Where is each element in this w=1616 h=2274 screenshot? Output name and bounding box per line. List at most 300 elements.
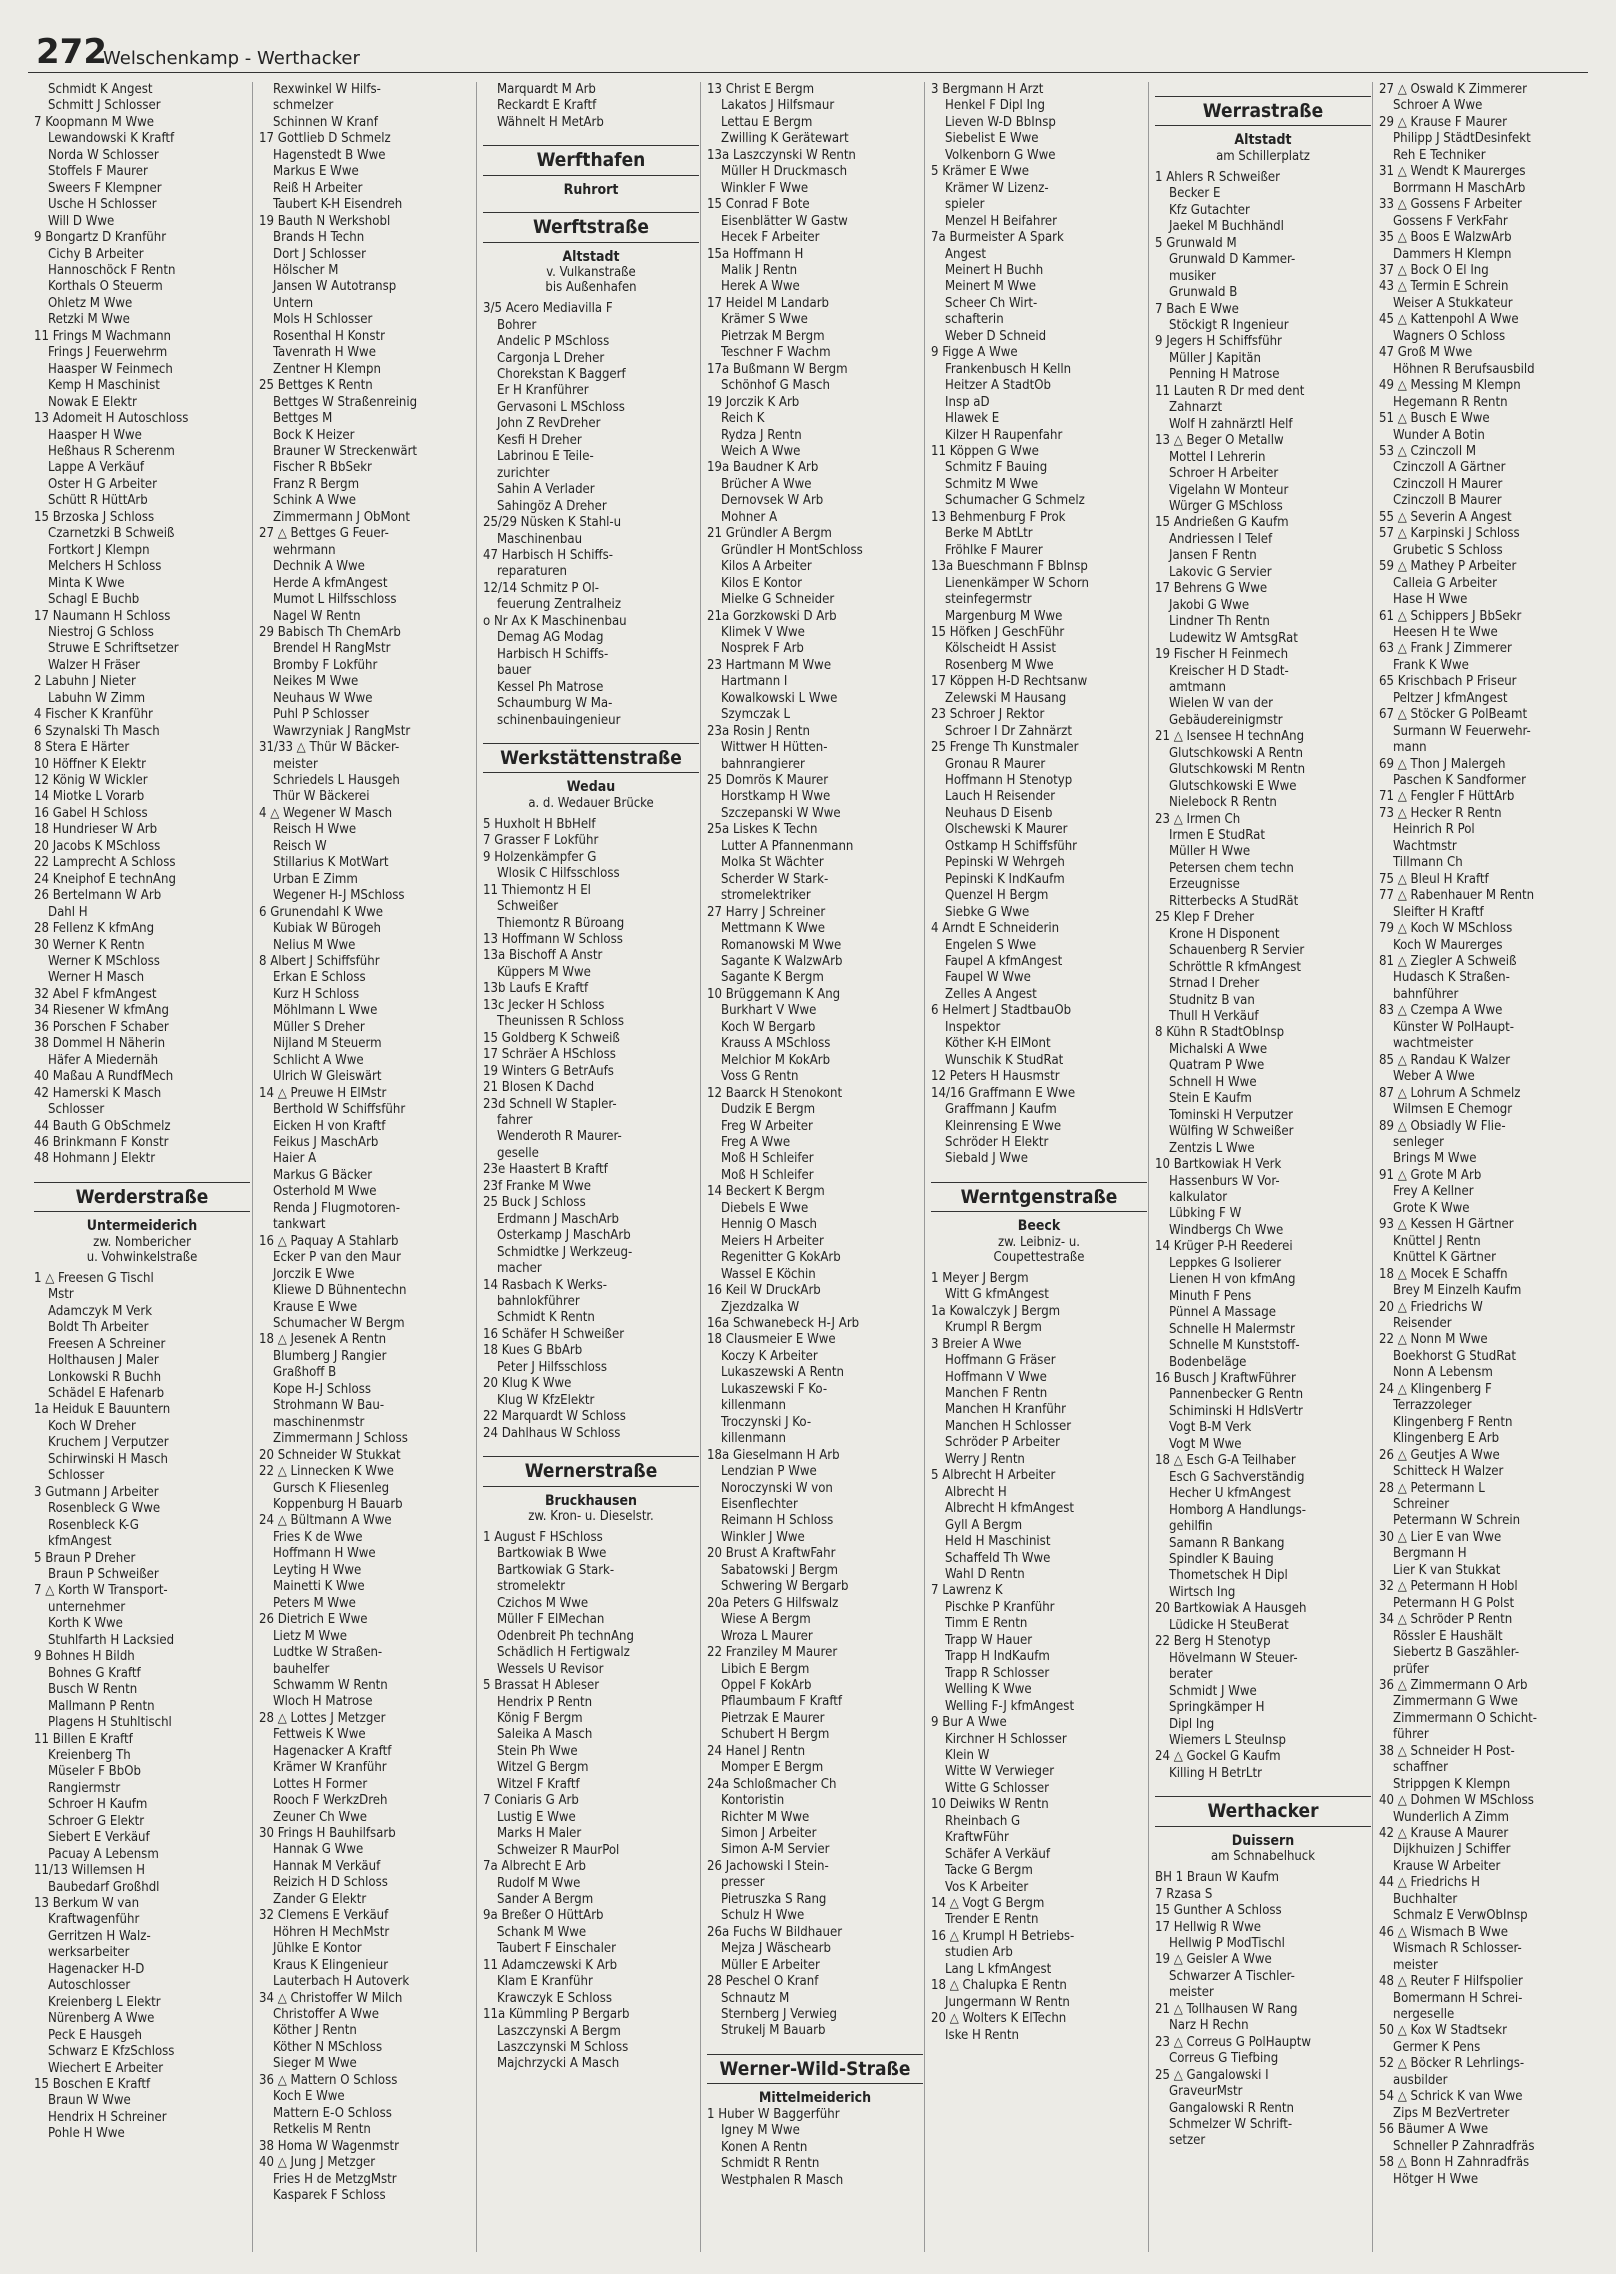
resident-entry: Pacuay A Lebensm bbox=[48, 1846, 159, 1862]
resident-entry: Kubiak W Bürogeh bbox=[273, 921, 381, 937]
resident-entry: 18 Clausmeier E Wwe bbox=[707, 1332, 836, 1348]
resident-entry: 49 △ Messing M Klempn bbox=[1379, 378, 1521, 394]
resident-entry: Rössler E Haushält bbox=[1393, 1628, 1503, 1644]
resident-entry: 11 Lauten R Dr med dent bbox=[1155, 383, 1305, 399]
resident-entry: 17 Gottlieb D Schmelz bbox=[259, 131, 391, 147]
resident-entry: Krause E Wwe bbox=[273, 1299, 358, 1315]
resident-entry: 11 Adamczewski K Arb bbox=[483, 1957, 618, 1973]
resident-entry: Inspektor bbox=[945, 1019, 1001, 1035]
resident-entry: Schäfer A Verkäuf bbox=[945, 1846, 1050, 1862]
resident-entry: Diebels E Wwe bbox=[721, 1200, 809, 1216]
resident-entry: 51 △ Busch E Wwe bbox=[1379, 411, 1490, 427]
resident-entry: Krause W Arbeiter bbox=[1393, 1858, 1501, 1874]
street-heading: Werntgenstraße bbox=[931, 1182, 1147, 1212]
resident-entry: Bohrer bbox=[497, 317, 537, 333]
resident-entry: Dahl H bbox=[48, 904, 88, 920]
resident-entry: Regenitter G KokArb bbox=[721, 1250, 841, 1266]
resident-entry: Schwarz E KfzSchloss bbox=[48, 2044, 175, 2060]
resident-entry: 8 Stera E Härter bbox=[34, 740, 130, 756]
resident-entry: 14 Rasbach K Werks- bbox=[483, 1277, 608, 1293]
resident-entry: Lewandowski K Kraftf bbox=[48, 131, 175, 147]
resident-entry: Wegener H-J MSchloss bbox=[273, 888, 405, 904]
district-name: Untermeiderich bbox=[86, 1218, 198, 1235]
resident-entry: 1a Heiduk E Bauuntern bbox=[34, 1402, 171, 1418]
resident-entry: 23 Hartmann M Wwe bbox=[707, 657, 832, 673]
resident-entry: Labuhn W Zimm bbox=[48, 690, 146, 706]
resident-entry: Krauss A MSchloss bbox=[721, 1036, 831, 1052]
resident-entry: Labrinou E Teile- bbox=[497, 449, 594, 465]
resident-entry: Frings J Feuerwehrm bbox=[48, 345, 168, 361]
resident-entry: Moß H Schleifer bbox=[721, 1151, 814, 1167]
resident-entry: Dechnik A Wwe bbox=[273, 559, 365, 575]
resident-entry: Boekhorst G StudRat bbox=[1393, 1348, 1517, 1364]
resident-entry: Mallmann P Rentn bbox=[48, 1698, 155, 1714]
resident-entry: Sternberg J Verwieg bbox=[721, 2007, 837, 2023]
resident-entry: Schaumburg W Ma- bbox=[497, 696, 613, 712]
resident-entry: Schnell H Wwe bbox=[1169, 1074, 1257, 1090]
resident-entry: mann bbox=[1393, 740, 1427, 756]
resident-entry: Troczynski J Ko- bbox=[721, 1414, 812, 1430]
resident-entry: Strukelj M Bauarb bbox=[721, 2023, 826, 2039]
resident-entry: 3 Gutmann J Arbeiter bbox=[34, 1484, 159, 1500]
resident-entry: Sander A Bergm bbox=[497, 1891, 594, 1907]
resident-entry: Lottes H Former bbox=[273, 1776, 368, 1792]
resident-entry: Konen A Rentn bbox=[721, 2139, 808, 2155]
resident-entry: 25 Bettges K Rentn bbox=[259, 378, 373, 394]
resident-entry: Bohnes G Kraftf bbox=[48, 1665, 141, 1681]
resident-entry: 7 △ Korth W Transport- bbox=[34, 1583, 168, 1599]
resident-entry: 9 Holzenkämpfer G bbox=[483, 849, 597, 865]
district-name: Bruckhausen bbox=[544, 1492, 638, 1509]
resident-entry: 2 Labuhn J Nieter bbox=[34, 674, 136, 690]
resident-entry: Szczepanski W Wwe bbox=[721, 805, 841, 821]
resident-entry: 40 △ Dohmen W MSchloss bbox=[1379, 1793, 1534, 1809]
resident-entry: Libich E Bergm bbox=[721, 1661, 810, 1677]
resident-entry: Häfer A Miedernäh bbox=[48, 1052, 159, 1068]
resident-entry: 6 Helmert J StadtbauOb bbox=[931, 1003, 1072, 1019]
resident-entry: Noroczynski W von bbox=[721, 1480, 833, 1496]
resident-entry: 7 Grasser F Lokführ bbox=[483, 833, 599, 849]
resident-entry: Welling K Wwe bbox=[945, 1682, 1032, 1698]
resident-entry: Romanowski M Wwe bbox=[721, 937, 842, 953]
resident-entry: Witzel G Bergm bbox=[497, 1760, 589, 1776]
resident-entry: Fettweis K Wwe bbox=[273, 1727, 366, 1743]
resident-entry: 61 △ Schippers J BbSekr bbox=[1379, 608, 1522, 624]
resident-entry: schaffner bbox=[1393, 1760, 1448, 1776]
resident-entry: Oppel F KokArb bbox=[721, 1677, 812, 1693]
resident-entry: Schneller P Zahnradfräs bbox=[1393, 2138, 1535, 2154]
resident-entry: Zimmermann O Schicht- bbox=[1393, 1710, 1538, 1726]
resident-entry: Schmitz M Wwe bbox=[945, 476, 1039, 492]
resident-entry: Neuhaus W Wwe bbox=[273, 690, 373, 706]
resident-entry: 57 △ Karpinski J Schloss bbox=[1379, 526, 1520, 542]
resident-entry: 15 Conrad F Bote bbox=[707, 197, 810, 213]
resident-entry: Klein W bbox=[945, 1747, 990, 1763]
resident-entry: Homborg A Handlungs- bbox=[1169, 1502, 1306, 1518]
resident-entry: Meinert M Wwe bbox=[945, 279, 1037, 295]
resident-entry: Nowak E Elektr bbox=[48, 394, 137, 410]
resident-entry: Zelles A Angest bbox=[945, 986, 1037, 1002]
resident-entry: Klam E Kranführ bbox=[497, 1974, 593, 1990]
resident-entry: 16 △ Paquay A Stahlarb bbox=[259, 1233, 399, 1249]
resident-entry: Zips M BezVertreter bbox=[1393, 2105, 1510, 2121]
resident-entry: wehrmann bbox=[273, 542, 336, 558]
resident-entry: 1a Kowalczyk J Bergm bbox=[931, 1303, 1061, 1319]
resident-entry: 7 Koopmann M Wwe bbox=[34, 114, 155, 130]
resident-entry: Krumpl R Bergm bbox=[945, 1320, 1042, 1336]
street-section-note: u. Vohwinkelstraße bbox=[86, 1249, 198, 1265]
resident-entry: feuerung Zentralheiz bbox=[497, 597, 622, 613]
resident-entry: 22 Berg H Stenotyp bbox=[1155, 1634, 1271, 1650]
resident-entry: Petermann H G Polst bbox=[1393, 1595, 1515, 1611]
resident-entry: Schubert H Bergm bbox=[721, 1727, 830, 1743]
resident-entry: Jungermann W Rentn bbox=[945, 1994, 1070, 2010]
resident-entry: schinenbauingenieur bbox=[497, 712, 621, 728]
street-section-note: zw. Nombericher bbox=[93, 1234, 191, 1250]
resident-entry: Kowalkowski L Wwe bbox=[721, 690, 838, 706]
resident-entry: Puhl P Schlosser bbox=[273, 707, 369, 723]
resident-entry: Markus G Bäcker bbox=[273, 1167, 373, 1183]
resident-entry: fahrer bbox=[497, 1113, 533, 1129]
resident-entry: Wiemers L SteuInsp bbox=[1169, 1732, 1286, 1748]
resident-entry: Theunissen R Schloss bbox=[497, 1014, 624, 1030]
resident-entry: Werner K MSchloss bbox=[48, 954, 160, 970]
resident-entry: Jansen W Autotransp bbox=[273, 279, 397, 295]
resident-entry: 56 Bäumer A Wwe bbox=[1379, 2122, 1489, 2138]
resident-entry: 4 Arndt E Schneiderin bbox=[931, 921, 1060, 937]
resident-entry: Krämer W Lizenz- bbox=[945, 180, 1049, 196]
resident-entry: 5 Krämer E Wwe bbox=[931, 164, 1030, 180]
resident-entry: Bartkowiak G Stark- bbox=[497, 1562, 615, 1578]
resident-entry: Thometschek H Dipl bbox=[1169, 1568, 1288, 1584]
district-name: Beeck bbox=[1017, 1218, 1061, 1235]
resident-entry: Krawczyk E Schloss bbox=[497, 1990, 612, 2006]
resident-entry: Pohle H Wwe bbox=[48, 2126, 125, 2142]
resident-entry: Glutschkowski M Rentn bbox=[1169, 762, 1306, 778]
resident-entry: wachtmeister bbox=[1393, 1036, 1474, 1052]
resident-entry: Philipp J StädtDesinfekt bbox=[1393, 131, 1531, 147]
resident-entry: Glutschkowski E Wwe bbox=[1169, 778, 1297, 794]
resident-entry: Gründler H MontSchloss bbox=[721, 542, 863, 558]
resident-entry: Marquardt M Arb bbox=[497, 82, 596, 97]
resident-entry: 18 Hundrieser W Arb bbox=[34, 822, 158, 838]
resident-entry: Kleinrensing E Wwe bbox=[945, 1118, 1062, 1134]
resident-entry: 11a Kümmling P Bergarb bbox=[483, 2007, 630, 2023]
resident-entry: Lappe A Verkäuf bbox=[48, 460, 145, 476]
resident-entry: Manchen F Rentn bbox=[945, 1385, 1048, 1401]
resident-entry: Reh E Techniker bbox=[1393, 147, 1486, 163]
resident-entry: Reisender bbox=[1393, 1315, 1452, 1331]
resident-entry: Ohletz M Wwe bbox=[48, 295, 133, 311]
resident-entry: Wloch H Matrose bbox=[273, 1694, 373, 1710]
resident-entry: Mejza J Wäschearb bbox=[721, 1941, 831, 1957]
resident-entry: Zeuner Ch Wwe bbox=[273, 1809, 368, 1825]
resident-entry: 42 △ Krause A Maurer bbox=[1379, 1826, 1509, 1842]
resident-entry: Heesen H te Wwe bbox=[1393, 624, 1498, 640]
resident-entry: Dort J Schlosser bbox=[273, 246, 366, 262]
resident-entry: 29 Babisch Th ChemArb bbox=[259, 624, 401, 640]
resident-entry: Frey A Kellner bbox=[1393, 1184, 1474, 1200]
resident-entry: Schmalz E VerwObInsp bbox=[1393, 1908, 1528, 1924]
resident-entry: Schmidt K Rentn bbox=[497, 1310, 595, 1326]
resident-entry: Malik J Rentn bbox=[721, 262, 798, 278]
resident-entry: 24 Dahlhaus W Schloss bbox=[483, 1425, 621, 1441]
resident-entry: 12/14 Schmitz P Öl- bbox=[483, 580, 600, 596]
running-head: Welschenkamp - Werthacker bbox=[103, 48, 360, 69]
resident-entry: Dipl Ing bbox=[1169, 1716, 1215, 1732]
resident-entry: Kurz H Schloss bbox=[273, 986, 360, 1002]
resident-entry: 22 Franziley M Maurer bbox=[707, 1645, 838, 1661]
resident-entry: 20 Klug K Wwe bbox=[483, 1376, 572, 1392]
resident-entry: Schroer I Dr Zahnärzt bbox=[945, 723, 1072, 739]
resident-entry: 1 △ Freesen G Tischl bbox=[34, 1270, 154, 1286]
resident-entry: Ludewitz W AmtsgRat bbox=[1169, 630, 1298, 646]
resident-entry: 47 Harbisch H Schiffs- bbox=[483, 547, 614, 563]
directory-columns bbox=[28, 82, 1588, 2252]
resident-entry: Stein E Kaufm bbox=[1169, 1091, 1252, 1107]
district-name: Wedau bbox=[566, 779, 616, 796]
resident-entry: Zimmermann J ObMont bbox=[273, 509, 410, 525]
resident-entry: Schroer G Elektr bbox=[48, 1813, 145, 1829]
resident-entry: Cichy B Arbeiter bbox=[48, 246, 144, 262]
resident-entry: Studnitz B van bbox=[1169, 992, 1255, 1008]
resident-entry: 13 Behmenburg F Prok bbox=[931, 509, 1066, 525]
street-heading: Werrastraße bbox=[1155, 96, 1371, 126]
resident-entry: 25 Domrös K Maurer bbox=[707, 773, 829, 789]
resident-entry: Hlawek E bbox=[945, 411, 1000, 427]
resident-entry: Killing H BetrLtr bbox=[1169, 1765, 1262, 1781]
resident-entry: Gebäudereinigmstr bbox=[1169, 712, 1283, 728]
resident-entry: 12 Baarck H Stenokont bbox=[707, 1085, 843, 1101]
resident-entry: 23a Rosin J Rentn bbox=[707, 723, 810, 739]
resident-entry: 55 △ Severin A Angest bbox=[1379, 509, 1512, 525]
street-heading: Werthacker bbox=[1155, 1796, 1371, 1826]
resident-entry: Gursch K Fliesenleg bbox=[273, 1480, 390, 1496]
resident-entry: 10 Deiwiks W Rentn bbox=[931, 1797, 1049, 1813]
resident-entry: Terrazzoleger bbox=[1393, 1398, 1472, 1414]
resident-entry: Lindner Th Rentn bbox=[1169, 614, 1270, 630]
resident-entry: Reckardt E Kraftf bbox=[497, 98, 597, 114]
resident-entry: Ludtke W Straßen- bbox=[273, 1645, 383, 1661]
resident-entry: Zimmermann G Wwe bbox=[1393, 1694, 1518, 1710]
resident-entry: Rydza J Rentn bbox=[721, 427, 802, 443]
resident-entry: Kirchner H Schlosser bbox=[945, 1731, 1067, 1747]
resident-entry: Melchior M KokArb bbox=[721, 1052, 831, 1068]
resident-entry: 21a Gorzkowski D Arb bbox=[707, 608, 837, 624]
resident-entry: 20 △ Wolters K ElTechn bbox=[931, 2011, 1067, 2027]
resident-entry: prüfer bbox=[1393, 1661, 1430, 1677]
resident-entry: 13 Hoffmann W Schloss bbox=[483, 932, 623, 948]
resident-entry: killenmann bbox=[721, 1431, 786, 1447]
resident-entry: Wawrzyniak J RangMstr bbox=[273, 723, 411, 739]
resident-entry: Frankenbusch H Kelln bbox=[945, 361, 1072, 377]
resident-entry: Andriessen I Telef bbox=[1169, 531, 1273, 547]
resident-entry: Gyll A Bergm bbox=[945, 1517, 1023, 1533]
resident-entry: Köther J Rentn bbox=[273, 2023, 357, 2039]
resident-entry: Hölscher M bbox=[273, 262, 339, 278]
resident-entry: 59 △ Mathey P Arbeiter bbox=[1379, 559, 1517, 575]
column-3 bbox=[476, 82, 701, 2252]
resident-entry: Simon J Arbeiter bbox=[721, 1826, 817, 1842]
resident-entry: Czinczoll H Maurer bbox=[1393, 476, 1503, 492]
resident-entry: Czinczoll B Maurer bbox=[1393, 493, 1502, 509]
resident-entry: Margenburg M Wwe bbox=[945, 608, 1063, 624]
resident-entry: Reiß H Arbeiter bbox=[273, 180, 363, 196]
resident-entry: 5 Albrecht H Arbeiter bbox=[931, 1468, 1056, 1484]
resident-entry: Hellwig P ModTischl bbox=[1169, 1936, 1285, 1952]
resident-entry: Mumot L Hilfsschloss bbox=[273, 592, 397, 608]
resident-entry: Schumacher W Bergm bbox=[273, 1315, 405, 1331]
resident-entry: 54 △ Schrick K van Wwe bbox=[1379, 2089, 1523, 2105]
resident-entry: 65 Krischbach P Friseur bbox=[1379, 674, 1517, 690]
resident-entry: 38 Homa W Wagenmstr bbox=[259, 2138, 399, 2154]
resident-entry: 21 Blosen K Dachd bbox=[483, 1080, 595, 1096]
resident-entry: Pietrzak E Maurer bbox=[721, 1710, 825, 1726]
resident-entry: Welling F-J kfmAngest bbox=[945, 1698, 1075, 1714]
page-header bbox=[28, 30, 1588, 73]
resident-entry: 11 Frings M Wachmann bbox=[34, 328, 171, 344]
resident-entry: 7a Burmeister A Spark bbox=[931, 230, 1064, 246]
resident-entry: Meiers H Arbeiter bbox=[721, 1233, 824, 1249]
resident-entry: Lakovic G Servier bbox=[1169, 564, 1272, 580]
resident-entry: Gangalowski R Rentn bbox=[1169, 2100, 1294, 2116]
resident-entry: Stöckigt R Ingenieur bbox=[1169, 317, 1289, 333]
resident-entry: 3/5 Acero Mediavilla F bbox=[483, 301, 613, 317]
resident-entry: Braun W Wwe bbox=[48, 2093, 131, 2109]
resident-entry: 26 △ Geutjes A Wwe bbox=[1379, 1447, 1500, 1463]
resident-entry: 19 Jorczik K Arb bbox=[707, 394, 800, 410]
resident-entry: 4 Fischer K Kranführ bbox=[34, 707, 153, 723]
resident-entry: 22 △ Nonn M Wwe bbox=[1379, 1332, 1488, 1348]
resident-entry: 7a Albrecht E Arb bbox=[483, 1859, 586, 1875]
resident-entry: Tacke G Bergm bbox=[945, 1863, 1033, 1879]
resident-entry: Fries H de MetzgMstr bbox=[273, 2171, 397, 2187]
resident-entry: Wunder A Botin bbox=[1393, 427, 1485, 443]
resident-entry: 50 △ Kox W Stadtsekr bbox=[1379, 2023, 1507, 2039]
resident-entry: 11 Thiemontz H El bbox=[483, 882, 591, 898]
street-heading: Werner-Wild-Straße bbox=[707, 2054, 923, 2084]
resident-entry: geselle bbox=[497, 1145, 539, 1161]
resident-entry: 11 Billen E Kraftf bbox=[34, 1731, 133, 1747]
resident-entry: Sleifter H Kraftf bbox=[1393, 904, 1484, 920]
resident-entry: 25/29 Nüsken K Stahl-u bbox=[483, 515, 622, 531]
resident-entry: 18a Gieselmann H Arb bbox=[707, 1447, 840, 1463]
resident-entry: steinfegermstr bbox=[945, 592, 1032, 608]
resident-entry: Teschner F Wachm bbox=[721, 345, 831, 361]
resident-entry: Zwilling K Gerätewart bbox=[721, 131, 849, 147]
resident-entry: 34 Riesener W kfmAng bbox=[34, 1003, 169, 1019]
resident-entry: 20a Peters G Hilfswalz bbox=[707, 1595, 839, 1611]
resident-entry: 25 △ Gangalowski I bbox=[1155, 2067, 1269, 2083]
resident-entry: Werry J Rentn bbox=[945, 1451, 1025, 1467]
resident-entry: 18 △ Chalupka E Rentn bbox=[931, 1978, 1067, 1994]
resident-entry: Lauch H Reisender bbox=[945, 789, 1056, 805]
resident-entry: bauer bbox=[497, 663, 532, 679]
resident-entry: Will D Wwe bbox=[48, 213, 115, 229]
resident-entry: 23 Schroer J Rektor bbox=[931, 707, 1045, 723]
resident-entry: Feikus J MaschArb bbox=[273, 1135, 379, 1150]
resident-entry: Held H Maschinist bbox=[945, 1534, 1051, 1550]
resident-entry: presser bbox=[721, 1875, 765, 1891]
resident-entry: senleger bbox=[1393, 1135, 1444, 1150]
resident-entry: 23f Franke M Wwe bbox=[483, 1178, 592, 1194]
resident-entry: Schmitz F Bauing bbox=[945, 460, 1048, 476]
resident-entry: 79 △ Koch W MSchloss bbox=[1379, 921, 1513, 937]
resident-entry: 32 △ Petermann H Hobl bbox=[1379, 1579, 1518, 1595]
resident-entry: Henkel F Dipl Ing bbox=[945, 98, 1045, 114]
resident-entry: Schweizer R MaurPol bbox=[497, 1842, 620, 1858]
resident-entry: Kessel Ph Matrose bbox=[497, 679, 604, 695]
resident-entry: Siebert E Verkäuf bbox=[48, 1830, 150, 1846]
street-section-note: am Schnabelhuck bbox=[1210, 1849, 1316, 1865]
resident-entry: Höhren H MechMstr bbox=[273, 1924, 390, 1940]
resident-entry: 26 Dietrich E Wwe bbox=[259, 1612, 368, 1628]
resident-entry: Michalski A Wwe bbox=[1169, 1041, 1268, 1057]
resident-entry: 5 Brassat H Ableser bbox=[483, 1678, 600, 1694]
resident-entry: Schmidt R Rentn bbox=[721, 2156, 820, 2172]
resident-entry: Laszczynski M Schloss bbox=[497, 2040, 629, 2056]
resident-entry: Wiese A Bergm bbox=[721, 1612, 811, 1628]
resident-entry: 25a Liskes K Techn bbox=[707, 822, 818, 838]
resident-entry: Schulz H Wwe bbox=[721, 1908, 805, 1924]
resident-entry: 37 △ Bock O El Ing bbox=[1379, 262, 1489, 278]
resident-entry: Dernovsek W Arb bbox=[721, 493, 824, 509]
resident-entry: 19 Bauth N Werkshobl bbox=[259, 213, 391, 229]
resident-entry: Müller S Dreher bbox=[273, 1019, 365, 1035]
resident-entry: meister bbox=[1169, 1985, 1214, 2001]
resident-entry: Haasper H Wwe bbox=[48, 427, 142, 443]
resident-entry: Knüttel J Rentn bbox=[1393, 1233, 1481, 1249]
resident-entry: Springkämper H bbox=[1169, 1700, 1265, 1716]
resident-entry: 20 Bartkowiak A Hausgeh bbox=[1155, 1601, 1307, 1617]
resident-entry: Hecher U kfmAngest bbox=[1169, 1486, 1291, 1502]
resident-entry: Schnautz M bbox=[721, 1990, 790, 2006]
resident-entry: Müseler F BbOb bbox=[48, 1764, 141, 1780]
resident-entry: 18 △ Mocek E Schaffn bbox=[1379, 1266, 1508, 1282]
resident-entry: Hase H Wwe bbox=[1393, 592, 1468, 608]
resident-entry: 40 △ Jung J Metzger bbox=[259, 2155, 376, 2171]
resident-entry: 77 △ Rabenhauer M Rentn bbox=[1379, 888, 1535, 904]
resident-entry: Neuhaus D Eisenb bbox=[945, 805, 1053, 821]
resident-entry: Braun P Schweißer bbox=[48, 1566, 159, 1582]
resident-entry: 13b Laufs E Kraftf bbox=[483, 981, 589, 997]
resident-entry: Kemp H Maschinist bbox=[48, 378, 160, 394]
resident-entry: Zentner H Klempn bbox=[273, 361, 381, 377]
resident-entry: 24 △ Klingenberg F bbox=[1379, 1381, 1492, 1397]
resident-entry: Markus E Wwe bbox=[273, 164, 359, 180]
resident-entry: 14 △ Vogt G Bergm bbox=[931, 1896, 1045, 1912]
resident-entry: Freg W Arbeiter bbox=[721, 1118, 813, 1134]
resident-entry: setzer bbox=[1169, 2133, 1206, 2149]
resident-entry: Brings M Wwe bbox=[1393, 1151, 1477, 1167]
resident-entry: Sabatowski J Bergm bbox=[721, 1562, 838, 1578]
resident-entry: 17a Bußmann W Bergm bbox=[707, 361, 848, 377]
resident-entry: Peltzer J kfmAngest bbox=[1393, 690, 1508, 706]
resident-entry: Tillmann Ch bbox=[1393, 855, 1463, 871]
resident-entry: 1 Huber W Baggerführ bbox=[707, 2106, 840, 2122]
resident-entry: Stoffels F Maurer bbox=[48, 164, 148, 180]
resident-entry: Lieven W-D BbInsp bbox=[945, 114, 1056, 130]
resident-entry: Germer K Pens bbox=[1393, 2039, 1481, 2055]
resident-entry: Boldt Th Arbeiter bbox=[48, 1320, 149, 1336]
street-heading: Werkstättenstraße bbox=[483, 743, 699, 773]
resident-entry: Rangiermstr bbox=[48, 1780, 121, 1796]
resident-entry: 18 △ Esch G-A Teilhaber bbox=[1155, 1453, 1296, 1469]
resident-entry: Tavenrath H Wwe bbox=[273, 345, 376, 361]
resident-entry: Schädlich H Fertigwalz bbox=[497, 1645, 630, 1661]
resident-entry: 33 △ Gossens F Arbeiter bbox=[1379, 197, 1522, 213]
resident-entry: 14 Beckert K Bergm bbox=[707, 1184, 825, 1200]
